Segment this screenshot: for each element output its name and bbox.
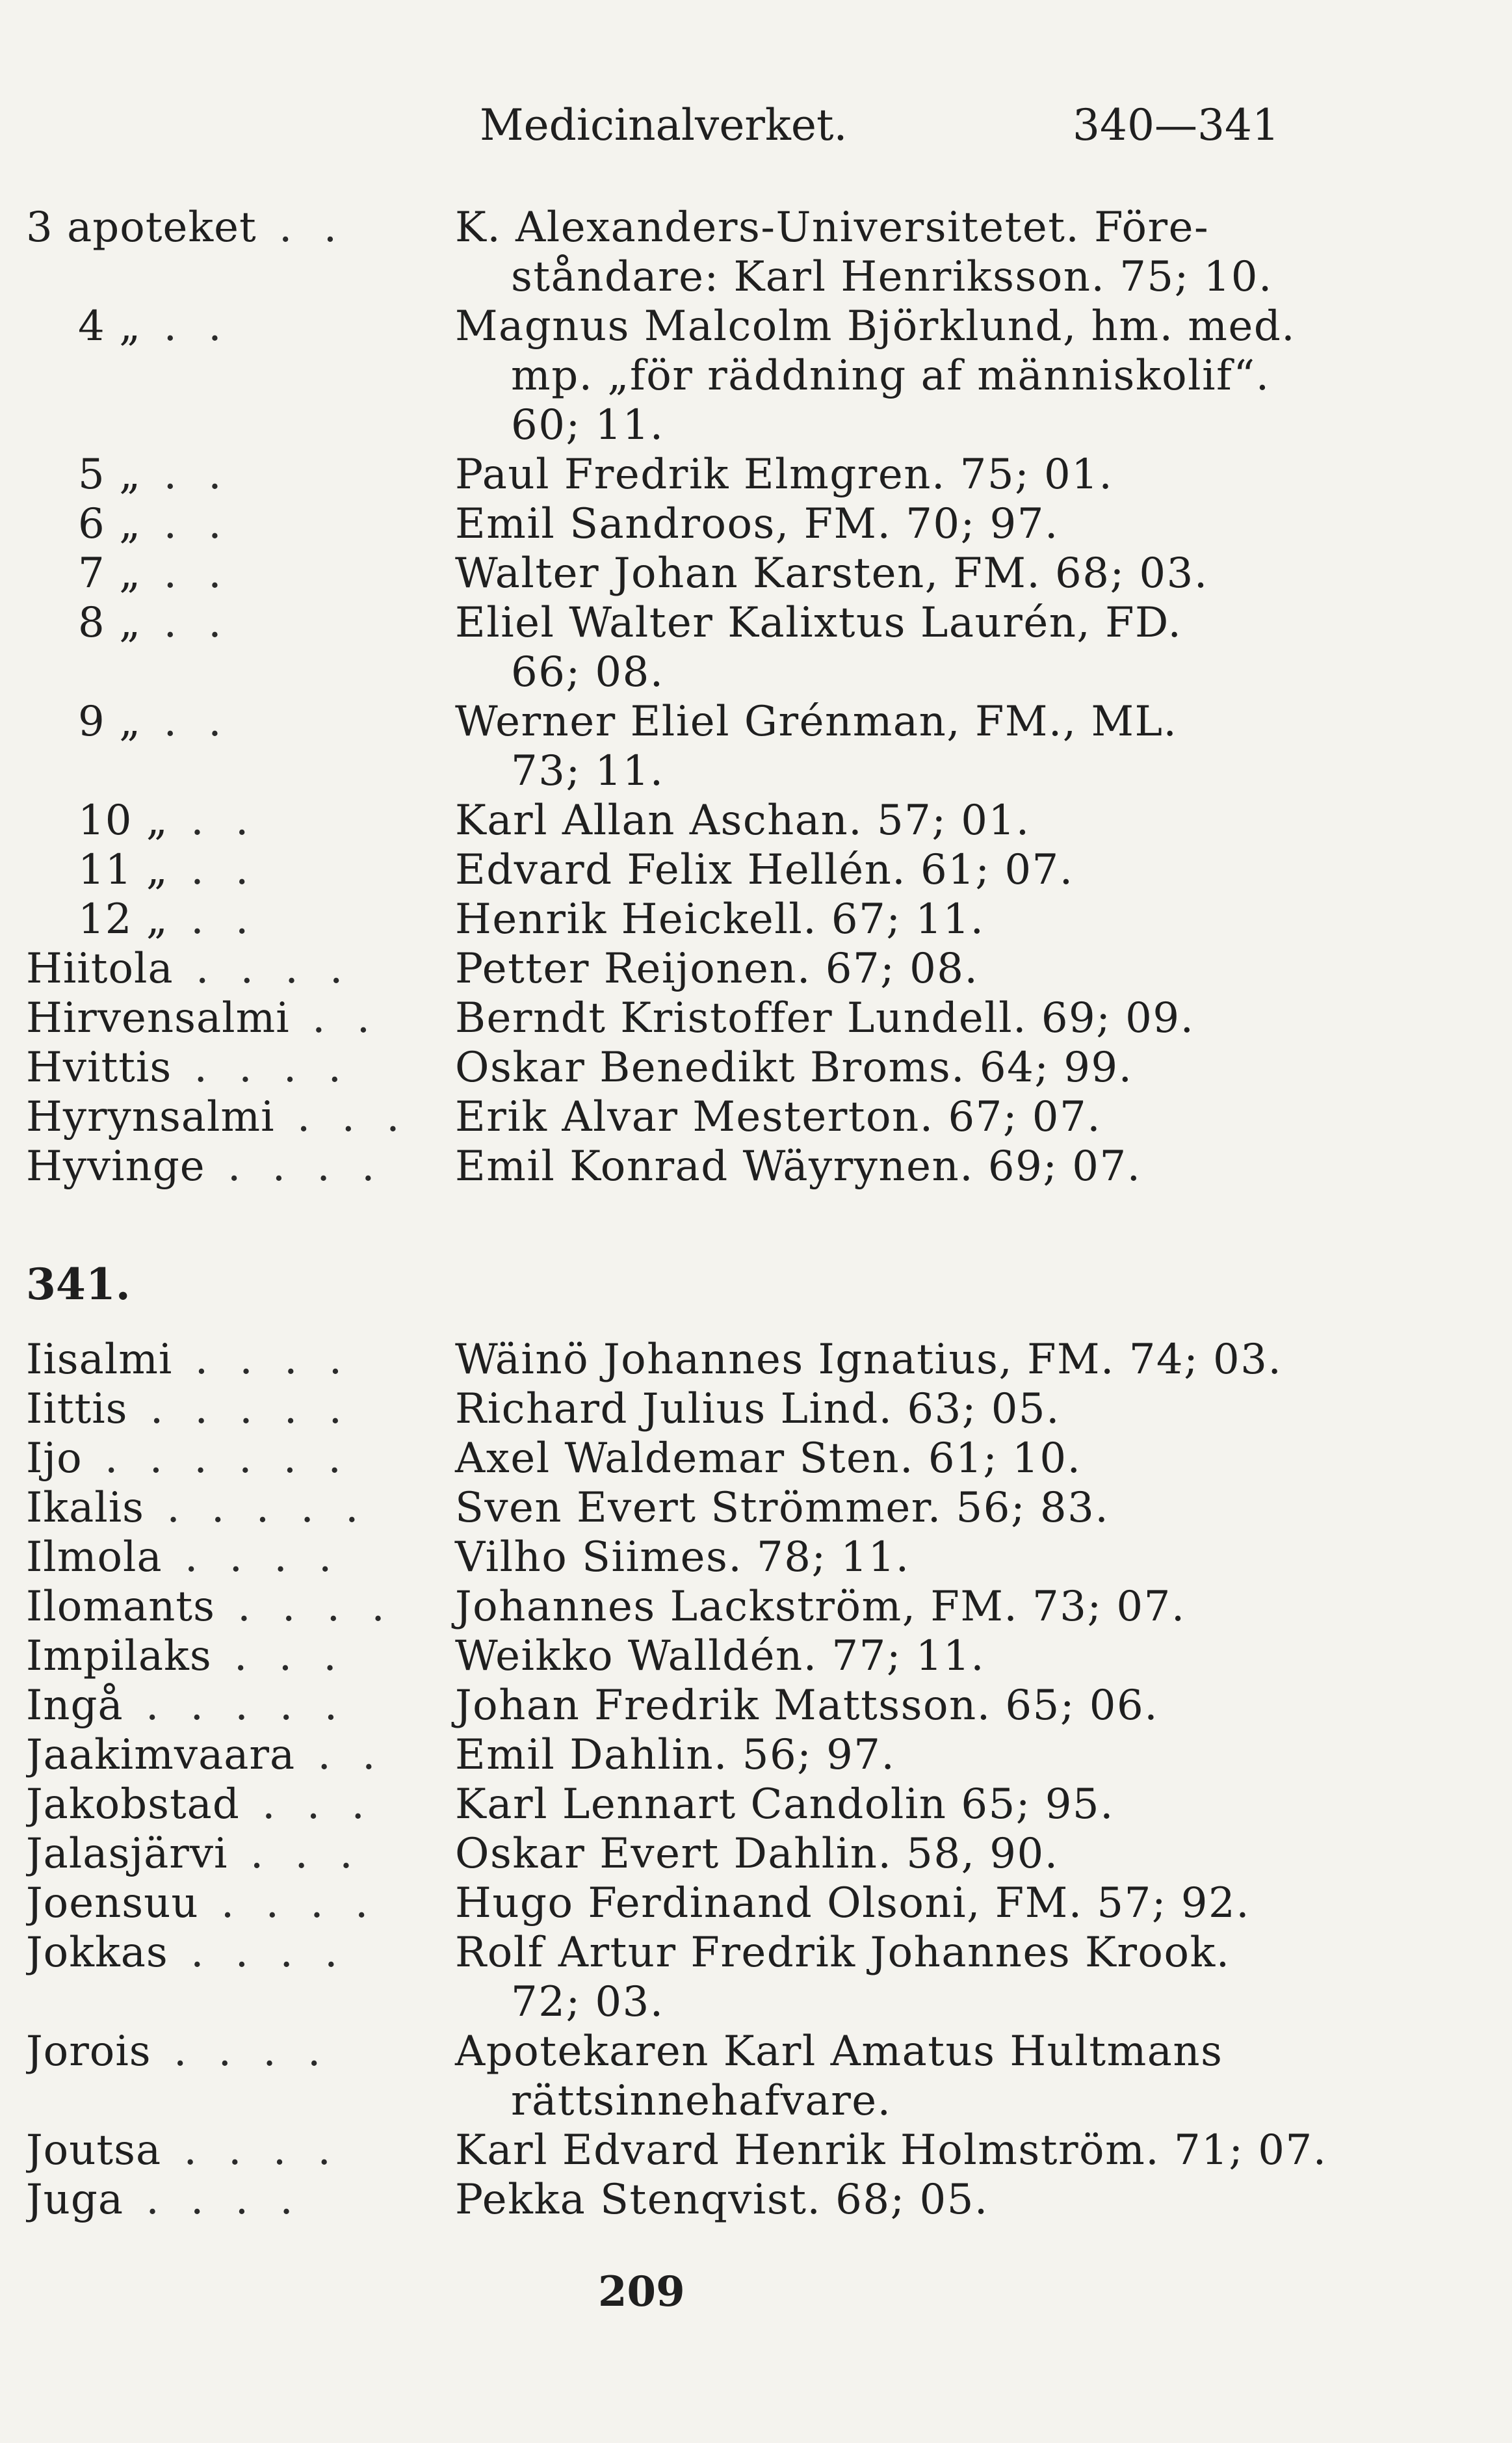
place-name bbox=[78, 697, 410, 746]
leader-dots: . . bbox=[141, 302, 231, 350]
place-name bbox=[78, 549, 410, 598]
leader-dots: . . . . . bbox=[123, 1682, 347, 1730]
entry-description bbox=[455, 1928, 1274, 2027]
leader-dots: . . . . bbox=[205, 1142, 384, 1191]
description-line: Walter Johan Karsten, FM. 68; 03. bbox=[455, 549, 1208, 598]
entry-description bbox=[455, 1335, 1283, 1384]
description-line: Apotekaren Karl Amatus Hultmans bbox=[455, 2027, 1223, 2076]
entry-description bbox=[455, 796, 1274, 845]
place-name bbox=[26, 203, 410, 252]
description-line: Oskar Benedikt Broms. 64; 99. bbox=[455, 1044, 1133, 1092]
leader-dots: . . . . bbox=[198, 1879, 378, 1927]
entry-description bbox=[455, 1434, 1274, 1483]
entry-description bbox=[455, 1879, 1274, 1928]
place-label: Joutsa bbox=[26, 2126, 162, 2174]
place-label: 9 „ bbox=[78, 698, 142, 746]
place-label: Jakobstad bbox=[26, 1780, 240, 1829]
leader-dots: . . . . bbox=[162, 1533, 341, 1581]
description-line: Johannes Lackström, FM. 73; 07. bbox=[455, 1583, 1186, 1631]
description-line: Magnus Malcolm Björklund, hm. med. bbox=[455, 302, 1296, 350]
place-label: 8 „ bbox=[78, 599, 142, 647]
place-label: Hyrynsalmi bbox=[26, 1093, 275, 1141]
leader-dots: . . . . bbox=[172, 1044, 350, 1092]
place-name bbox=[26, 2027, 410, 2076]
place-label: Hiitola bbox=[26, 945, 174, 993]
leader-dots: . . . . bbox=[172, 1336, 352, 1384]
page-range: 340—341 bbox=[1073, 100, 1279, 150]
place-name bbox=[26, 994, 410, 1043]
description-line: Oskar Evert Dahlin. 58, 90. bbox=[455, 1830, 1059, 1878]
leader-dots: . . bbox=[141, 599, 231, 647]
description-line: 72; 03. bbox=[511, 1978, 664, 2026]
description-line: Weikko Walldén. 77; 11. bbox=[455, 1632, 985, 1680]
place-label: Juga bbox=[26, 2176, 124, 2224]
place-name bbox=[26, 1335, 410, 1384]
leader-dots: . . bbox=[141, 500, 231, 548]
place-name bbox=[26, 1631, 410, 1681]
description-line: Werner Eliel Grénman, FM., ML. bbox=[455, 698, 1178, 746]
entry-description bbox=[455, 1780, 1274, 1829]
place-label: Jalasjärvi bbox=[26, 1830, 228, 1878]
description-line: Henrik Heickell. 67; 11. bbox=[455, 895, 985, 944]
description-line: Emil Dahlin. 56; 97. bbox=[455, 1731, 896, 1779]
description-line: Richard Julius Lind. 63; 05. bbox=[455, 1385, 1060, 1433]
description-line: Pekka Stenqvist. 68; 05. bbox=[455, 2176, 989, 2224]
place-label: Ilmola bbox=[26, 1533, 163, 1581]
place-label: Joensuu bbox=[26, 1879, 199, 1927]
place-name bbox=[78, 450, 410, 499]
leader-dots: . . . . . bbox=[144, 1484, 368, 1532]
description-line: Axel Waldemar Sten. 61; 10. bbox=[455, 1434, 1082, 1483]
description-line: Karl Edvard Henrik Holmström. 71; 07. bbox=[455, 2126, 1327, 2174]
entry-description bbox=[455, 1681, 1274, 1730]
leader-dots: . . . . bbox=[161, 2126, 340, 2174]
place-name bbox=[26, 1483, 410, 1533]
description-line: Johan Fredrik Mattsson. 65; 06. bbox=[455, 1682, 1159, 1730]
leader-dots: . . . . bbox=[168, 1929, 347, 1977]
description-line: Sven Evert Strömmer. 56; 83. bbox=[455, 1484, 1110, 1532]
description-line: Hugo Ferdinand Olsoni, FM. 57; 92. bbox=[455, 1879, 1251, 1927]
place-label: Jorois bbox=[26, 2027, 151, 2076]
place-name bbox=[26, 2175, 410, 2225]
description-line: Emil Konrad Wäyrynen. 69; 07. bbox=[455, 1142, 1141, 1191]
entry-description bbox=[455, 1384, 1274, 1434]
place-name bbox=[26, 1092, 410, 1142]
leader-dots: . . bbox=[141, 451, 231, 499]
entry-description bbox=[455, 1829, 1274, 1879]
running-title: Medicinalverket. bbox=[480, 100, 848, 150]
description-line: Petter Reijonen. 67; 08. bbox=[455, 945, 979, 993]
entry-description bbox=[455, 499, 1274, 549]
place-label: Ikalis bbox=[26, 1484, 144, 1532]
description-line: Karl Allan Aschan. 57; 01. bbox=[455, 797, 1030, 845]
place-name bbox=[26, 1582, 410, 1631]
entry-description bbox=[455, 2175, 1274, 2225]
entry-description bbox=[455, 1092, 1274, 1142]
description-line: 66; 08. bbox=[511, 648, 664, 696]
place-label: Hvittis bbox=[26, 1044, 172, 1092]
place-name bbox=[78, 302, 410, 351]
entry-description bbox=[455, 1730, 1274, 1780]
place-label: Hyvinge bbox=[26, 1142, 205, 1191]
description-line: Emil Sandroos, FM. 70; 97. bbox=[455, 500, 1059, 548]
entry-description bbox=[455, 203, 1274, 302]
page-number: 209 bbox=[598, 2267, 685, 2316]
entry-description bbox=[455, 1582, 1274, 1631]
place-label: Ijo bbox=[26, 1434, 83, 1483]
place-name bbox=[26, 1928, 410, 1977]
leader-dots: . . bbox=[168, 895, 258, 944]
entry-description bbox=[455, 598, 1274, 697]
description-line: Edvard Felix Hellén. 61; 07. bbox=[455, 846, 1074, 894]
place-label: Hirvensalmi bbox=[26, 994, 290, 1042]
place-name bbox=[26, 1829, 410, 1879]
entry-description bbox=[455, 944, 1274, 994]
description-line: 73; 11. bbox=[511, 747, 664, 795]
place-name bbox=[26, 1730, 410, 1780]
entry-description bbox=[455, 1142, 1274, 1191]
entry-description bbox=[455, 697, 1274, 796]
place-label: 11 „ bbox=[78, 846, 168, 894]
place-name bbox=[26, 1879, 410, 1928]
entry-description bbox=[455, 1483, 1274, 1533]
leader-dots: . . . bbox=[274, 1093, 409, 1141]
place-label: Jokkas bbox=[26, 1929, 168, 1977]
leader-dots: . . bbox=[295, 1731, 385, 1779]
leader-dots: . . . . bbox=[124, 2176, 302, 2224]
leader-dots: . . bbox=[289, 994, 380, 1042]
description-line: K. Alexanders-Universitetet. Före- bbox=[455, 204, 1210, 252]
place-label: Iisalmi bbox=[26, 1336, 173, 1384]
leader-dots: . . . bbox=[211, 1632, 346, 1680]
description-line: Erik Alvar Mesterton. 67; 07. bbox=[455, 1093, 1102, 1141]
place-name bbox=[26, 1384, 410, 1434]
leader-dots: . . bbox=[141, 698, 231, 746]
place-name bbox=[26, 1681, 410, 1730]
leader-dots: . . bbox=[141, 549, 231, 598]
entry-description bbox=[455, 450, 1274, 499]
place-name bbox=[26, 2126, 410, 2175]
place-name bbox=[26, 1043, 410, 1092]
entry-description bbox=[455, 1533, 1274, 1582]
description-line: Wäinö Johannes Ignatius, FM. 74; 03. bbox=[455, 1336, 1283, 1384]
place-label: Iittis bbox=[26, 1385, 128, 1433]
place-label: 6 „ bbox=[78, 500, 142, 548]
entry-description bbox=[455, 302, 1296, 450]
place-name bbox=[26, 1434, 410, 1483]
leader-dots: . . bbox=[168, 846, 258, 894]
place-label: Ingå bbox=[26, 1682, 124, 1730]
place-label: Ilomants bbox=[26, 1583, 215, 1631]
place-name bbox=[78, 499, 410, 549]
leader-dots: . . . . bbox=[151, 2027, 330, 2076]
place-name bbox=[78, 796, 410, 845]
description-line: 60; 11. bbox=[511, 401, 664, 449]
place-name bbox=[78, 845, 410, 895]
section-number: 341. bbox=[26, 1259, 131, 1310]
place-label: 10 „ bbox=[78, 797, 168, 845]
place-name bbox=[78, 598, 410, 648]
place-label: Impilaks bbox=[26, 1632, 212, 1680]
place-name bbox=[78, 895, 410, 944]
leader-dots: . . . . bbox=[173, 945, 352, 993]
leader-dots: . . bbox=[256, 204, 346, 252]
place-label: 7 „ bbox=[78, 549, 142, 598]
entry-description bbox=[455, 994, 1274, 1043]
entry-description bbox=[455, 549, 1274, 598]
place-label: 4 „ bbox=[78, 302, 142, 350]
entry-description bbox=[455, 2027, 1274, 2126]
place-name bbox=[26, 1780, 410, 1829]
place-label: Jaakimvaara bbox=[26, 1731, 296, 1779]
place-label: 3 apoteket bbox=[26, 204, 257, 252]
description-line: Karl Lennart Candolin 65; 95. bbox=[455, 1780, 1114, 1829]
description-line: ståndare: Karl Henriksson. 75; 10. bbox=[511, 253, 1273, 301]
description-line: Berndt Kristoffer Lundell. 69; 09. bbox=[455, 994, 1195, 1042]
place-label: 5 „ bbox=[78, 451, 142, 499]
leader-dots: . . . bbox=[228, 1830, 362, 1878]
description-line: rättsinnehafvare. bbox=[511, 2077, 892, 2125]
leader-dots: . . . bbox=[239, 1780, 374, 1829]
description-line: Vilho Siimes. 78; 11. bbox=[455, 1533, 910, 1581]
leader-dots: . . . . . . bbox=[82, 1434, 350, 1483]
place-name bbox=[26, 944, 410, 994]
place-name bbox=[26, 1533, 410, 1582]
entry-description bbox=[455, 895, 1274, 944]
leader-dots: . . . . . bbox=[127, 1385, 351, 1433]
leader-dots: . . bbox=[168, 797, 258, 845]
leader-dots: . . . . bbox=[215, 1583, 394, 1631]
description-line: mp. „för räddning af människolif“. bbox=[511, 352, 1270, 400]
description-line: Rolf Artur Fredrik Johannes Krook. bbox=[455, 1929, 1231, 1977]
entry-description bbox=[455, 1043, 1274, 1092]
description-line: Paul Fredrik Elmgren. 75; 01. bbox=[455, 451, 1114, 499]
place-name bbox=[26, 1142, 410, 1191]
description-line: Eliel Walter Kalixtus Laurén, FD. bbox=[455, 599, 1182, 647]
entry-description bbox=[455, 845, 1274, 895]
entry-description bbox=[455, 2126, 1327, 2175]
entry-description bbox=[455, 1631, 1274, 1681]
place-label: 12 „ bbox=[78, 895, 168, 944]
